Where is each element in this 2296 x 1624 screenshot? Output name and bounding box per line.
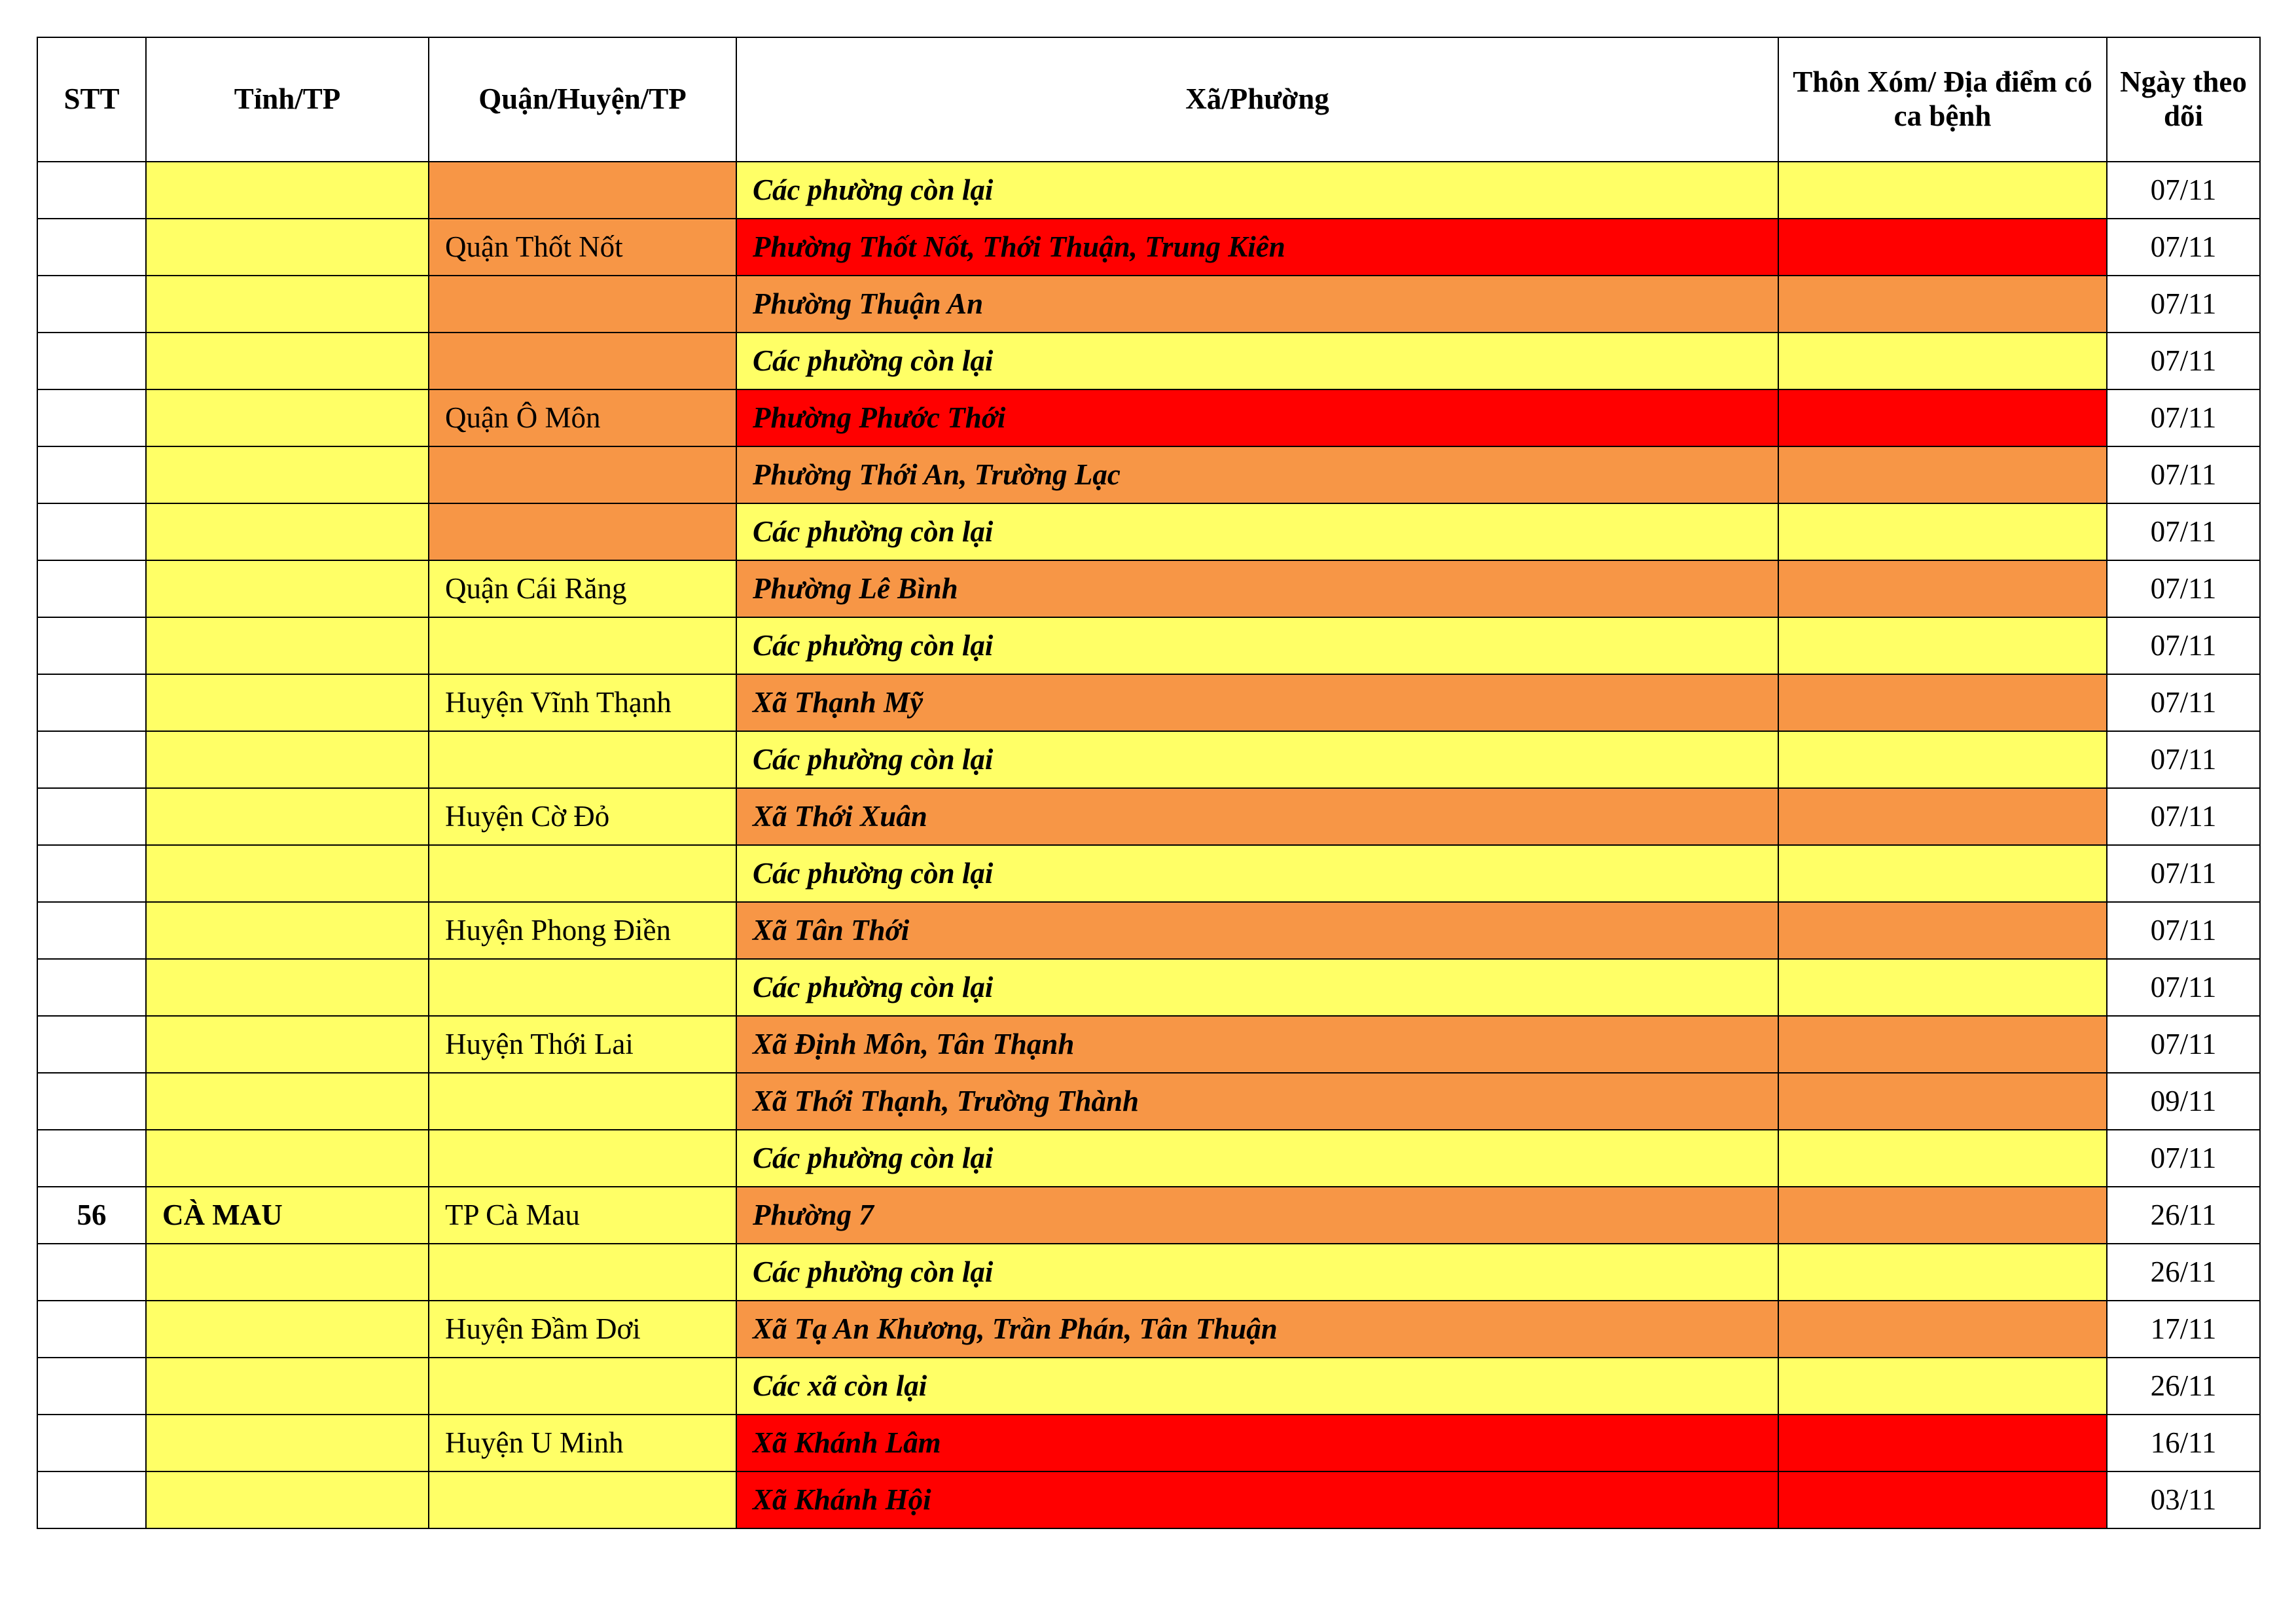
cell-province: CÀ MAU xyxy=(146,1187,429,1244)
cell-province xyxy=(146,902,429,959)
header-monitor-date: Ngày theo dõi xyxy=(2107,37,2260,162)
cell-province xyxy=(146,276,429,333)
cell-ward: Phường Thuận An xyxy=(736,276,1778,333)
table-row xyxy=(37,560,2260,617)
cell-district: Huyện Đầm Dơi xyxy=(429,1301,736,1358)
cell-hamlet-location xyxy=(1778,1301,2107,1358)
cell-monitor-date: 16/11 xyxy=(2107,1415,2260,1471)
cell-stt xyxy=(37,389,146,446)
cell-stt xyxy=(37,731,146,788)
cell-stt xyxy=(37,1358,146,1415)
cell-hamlet-location xyxy=(1778,276,2107,333)
cell-stt: 56 xyxy=(37,1187,146,1244)
header-ward: Xã/Phường xyxy=(736,37,1778,162)
cell-ward: Các xã còn lại xyxy=(736,1358,1778,1415)
cell-ward: Phường Phước Thới xyxy=(736,389,1778,446)
cell-ward: Phường Thới An, Trường Lạc xyxy=(736,446,1778,503)
cell-stt xyxy=(37,1301,146,1358)
cell-district xyxy=(429,1244,736,1301)
table-row xyxy=(37,617,2260,674)
table-row xyxy=(37,1244,2260,1301)
header-hamlet-location: Thôn Xóm/ Địa điểm có ca bệnh xyxy=(1778,37,2107,162)
table-row xyxy=(37,788,2260,845)
cell-district: Huyện Vĩnh Thạnh xyxy=(429,674,736,731)
cell-monitor-date: 07/11 xyxy=(2107,788,2260,845)
cell-district xyxy=(429,1073,736,1130)
cell-monitor-date: 07/11 xyxy=(2107,674,2260,731)
cell-monitor-date: 17/11 xyxy=(2107,1301,2260,1358)
cell-monitor-date: 07/11 xyxy=(2107,845,2260,902)
cell-district: Huyện Thới Lai xyxy=(429,1016,736,1073)
cell-ward: Các phường còn lại xyxy=(736,1244,1778,1301)
table-row xyxy=(37,446,2260,503)
cell-district xyxy=(429,1130,736,1187)
header-stt: STT xyxy=(37,37,146,162)
cell-monitor-date: 07/11 xyxy=(2107,219,2260,276)
cell-district xyxy=(429,845,736,902)
table-row xyxy=(37,1016,2260,1073)
cell-stt xyxy=(37,162,146,219)
cell-ward: Phường 7 xyxy=(736,1187,1778,1244)
cell-hamlet-location xyxy=(1778,617,2107,674)
cell-district xyxy=(429,731,736,788)
cell-ward: Xã Thạnh Mỹ xyxy=(736,674,1778,731)
cell-province xyxy=(146,674,429,731)
cell-province xyxy=(146,1301,429,1358)
cell-ward: Các phường còn lại xyxy=(736,617,1778,674)
cell-province xyxy=(146,1471,429,1528)
cell-hamlet-location xyxy=(1778,219,2107,276)
cell-province xyxy=(146,617,429,674)
table-row xyxy=(37,845,2260,902)
cell-hamlet-location xyxy=(1778,1244,2107,1301)
cell-stt xyxy=(37,1415,146,1471)
cell-province xyxy=(146,1130,429,1187)
cell-province xyxy=(146,1073,429,1130)
cell-hamlet-location xyxy=(1778,845,2107,902)
cell-district xyxy=(429,503,736,560)
cell-ward: Các phường còn lại xyxy=(736,731,1778,788)
cell-province xyxy=(146,1415,429,1471)
cell-stt xyxy=(37,219,146,276)
cell-district xyxy=(429,1358,736,1415)
cell-province xyxy=(146,959,429,1016)
cell-stt xyxy=(37,1130,146,1187)
cell-stt xyxy=(37,1073,146,1130)
cell-district xyxy=(429,446,736,503)
cell-monitor-date: 07/11 xyxy=(2107,333,2260,389)
cell-monitor-date: 03/11 xyxy=(2107,1471,2260,1528)
cell-stt xyxy=(37,788,146,845)
table-row xyxy=(37,1415,2260,1471)
cell-monitor-date: 07/11 xyxy=(2107,446,2260,503)
table-body xyxy=(37,162,2260,1528)
cell-ward: Xã Thới Thạnh, Trường Thành xyxy=(736,1073,1778,1130)
covid-risk-table xyxy=(37,37,2261,1529)
table-row xyxy=(37,1358,2260,1415)
cell-ward: Các phường còn lại xyxy=(736,959,1778,1016)
cell-monitor-date: 07/11 xyxy=(2107,276,2260,333)
cell-hamlet-location xyxy=(1778,560,2107,617)
cell-province xyxy=(146,1358,429,1415)
cell-hamlet-location xyxy=(1778,1415,2107,1471)
cell-stt xyxy=(37,617,146,674)
table-row xyxy=(37,333,2260,389)
cell-district xyxy=(429,617,736,674)
cell-monitor-date: 26/11 xyxy=(2107,1187,2260,1244)
cell-province xyxy=(146,731,429,788)
table-row xyxy=(37,674,2260,731)
cell-stt xyxy=(37,674,146,731)
cell-hamlet-location xyxy=(1778,959,2107,1016)
table-row xyxy=(37,276,2260,333)
cell-hamlet-location xyxy=(1778,389,2107,446)
table-row xyxy=(37,389,2260,446)
cell-district: TP Cà Mau xyxy=(429,1187,736,1244)
cell-hamlet-location xyxy=(1778,446,2107,503)
header-province: Tỉnh/TP xyxy=(146,37,429,162)
table-row xyxy=(37,1073,2260,1130)
cell-province xyxy=(146,219,429,276)
cell-ward: Xã Tạ An Khương, Trần Phán, Tân Thuận xyxy=(736,1301,1778,1358)
cell-ward: Xã Khánh Lâm xyxy=(736,1415,1778,1471)
table-row xyxy=(37,1301,2260,1358)
cell-district: Quận Cái Răng xyxy=(429,560,736,617)
table-row xyxy=(37,1130,2260,1187)
cell-monitor-date: 07/11 xyxy=(2107,1130,2260,1187)
table-row xyxy=(37,959,2260,1016)
cell-monitor-date: 26/11 xyxy=(2107,1244,2260,1301)
cell-province xyxy=(146,333,429,389)
cell-hamlet-location xyxy=(1778,503,2107,560)
cell-province xyxy=(146,1244,429,1301)
cell-ward: Xã Khánh Hội xyxy=(736,1471,1778,1528)
cell-stt xyxy=(37,1244,146,1301)
cell-stt xyxy=(37,503,146,560)
cell-hamlet-location xyxy=(1778,1471,2107,1528)
cell-ward: Xã Thới Xuân xyxy=(736,788,1778,845)
cell-province xyxy=(146,845,429,902)
cell-stt xyxy=(37,560,146,617)
cell-stt xyxy=(37,845,146,902)
cell-ward: Xã Tân Thới xyxy=(736,902,1778,959)
table-header xyxy=(37,37,2260,162)
cell-ward: Phường Thốt Nốt, Thới Thuận, Trung Kiên xyxy=(736,219,1778,276)
cell-hamlet-location xyxy=(1778,162,2107,219)
cell-district xyxy=(429,162,736,219)
cell-district: Huyện Cờ Đỏ xyxy=(429,788,736,845)
header-district: Quận/Huyện/TP xyxy=(429,37,736,162)
cell-monitor-date: 07/11 xyxy=(2107,162,2260,219)
cell-province xyxy=(146,446,429,503)
table-row xyxy=(37,902,2260,959)
table-row xyxy=(37,219,2260,276)
table-row xyxy=(37,162,2260,219)
cell-stt xyxy=(37,446,146,503)
cell-province xyxy=(146,788,429,845)
table-row xyxy=(37,503,2260,560)
cell-monitor-date: 07/11 xyxy=(2107,560,2260,617)
cell-stt xyxy=(37,276,146,333)
cell-ward: Các phường còn lại xyxy=(736,162,1778,219)
cell-stt xyxy=(37,959,146,1016)
cell-monitor-date: 07/11 xyxy=(2107,617,2260,674)
cell-ward: Các phường còn lại xyxy=(736,503,1778,560)
cell-district xyxy=(429,959,736,1016)
cell-monitor-date: 07/11 xyxy=(2107,731,2260,788)
cell-province xyxy=(146,389,429,446)
cell-hamlet-location xyxy=(1778,731,2107,788)
cell-ward: Các phường còn lại xyxy=(736,1130,1778,1187)
cell-hamlet-location xyxy=(1778,902,2107,959)
cell-district: Huyện Phong Điền xyxy=(429,902,736,959)
cell-ward: Các phường còn lại xyxy=(736,333,1778,389)
cell-monitor-date: 07/11 xyxy=(2107,389,2260,446)
cell-district xyxy=(429,333,736,389)
cell-hamlet-location xyxy=(1778,1358,2107,1415)
cell-district xyxy=(429,1471,736,1528)
cell-district xyxy=(429,276,736,333)
cell-stt xyxy=(37,333,146,389)
cell-province xyxy=(146,503,429,560)
cell-ward: Các phường còn lại xyxy=(736,845,1778,902)
cell-hamlet-location xyxy=(1778,333,2107,389)
cell-district: Quận Ô Môn xyxy=(429,389,736,446)
cell-province xyxy=(146,162,429,219)
cell-stt xyxy=(37,902,146,959)
cell-stt xyxy=(37,1471,146,1528)
cell-monitor-date: 26/11 xyxy=(2107,1358,2260,1415)
cell-hamlet-location xyxy=(1778,674,2107,731)
cell-hamlet-location xyxy=(1778,1073,2107,1130)
cell-district: Quận Thốt Nốt xyxy=(429,219,736,276)
cell-stt xyxy=(37,1016,146,1073)
cell-monitor-date: 07/11 xyxy=(2107,1016,2260,1073)
cell-province xyxy=(146,1016,429,1073)
cell-province xyxy=(146,560,429,617)
cell-monitor-date: 07/11 xyxy=(2107,959,2260,1016)
table-row xyxy=(37,731,2260,788)
cell-hamlet-location xyxy=(1778,1016,2107,1073)
cell-monitor-date: 07/11 xyxy=(2107,902,2260,959)
cell-ward: Phường Lê Bình xyxy=(736,560,1778,617)
cell-hamlet-location xyxy=(1778,1187,2107,1244)
cell-district: Huyện U Minh xyxy=(429,1415,736,1471)
cell-hamlet-location xyxy=(1778,1130,2107,1187)
table-row xyxy=(37,1471,2260,1528)
table-row xyxy=(37,1187,2260,1244)
cell-hamlet-location xyxy=(1778,788,2107,845)
header-row xyxy=(37,37,2260,162)
cell-monitor-date: 09/11 xyxy=(2107,1073,2260,1130)
cell-monitor-date: 07/11 xyxy=(2107,503,2260,560)
cell-ward: Xã Định Môn, Tân Thạnh xyxy=(736,1016,1778,1073)
